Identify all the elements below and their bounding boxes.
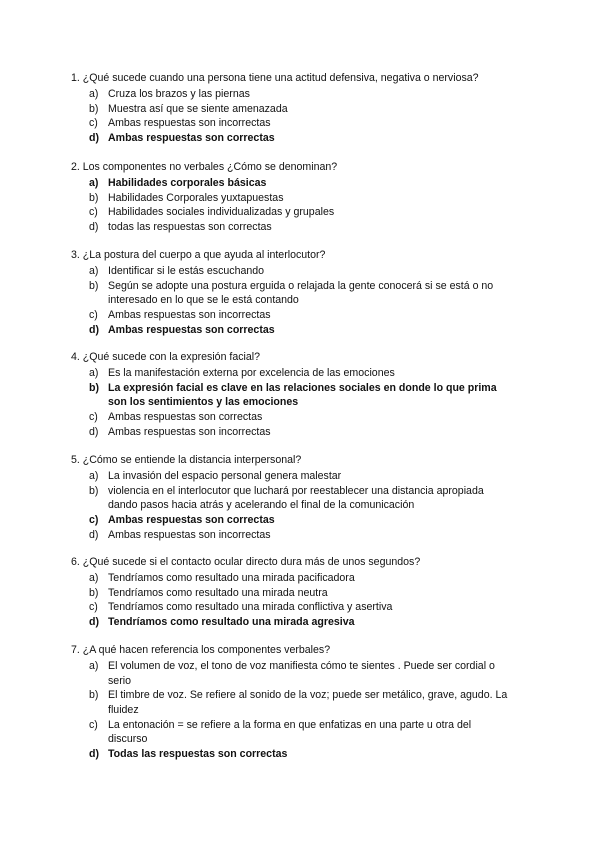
option-text: Ambas respuestas son correctas — [108, 514, 275, 527]
option-text: Habilidades corporales básicas — [108, 177, 267, 189]
question-text: 6. ¿Qué sucede si el contacto ocular directo dura más de unos segundos? — [71, 556, 421, 568]
question-text: 3. ¿La postura del cuerpo a que ayuda al interlocutor? — [71, 249, 326, 261]
option-text: fluidez — [108, 704, 139, 717]
option-text: El volumen de voz, el tono de voz manifiesta cómo te sientes . Puede ser cordial o — [108, 660, 495, 672]
option-letter: c) — [89, 718, 98, 731]
option-letter: b) — [89, 689, 99, 702]
option-text: Ambas respuestas son correctas — [108, 323, 275, 336]
option-text: interesado en lo que se le está contando — [108, 294, 299, 307]
option-letter: b) — [89, 586, 99, 599]
option-text: Muestra así que se siente amenazada — [108, 102, 288, 115]
option-text: Es la manifestación externa por excelencia de las emociones — [108, 367, 395, 379]
option-letter: c) — [89, 309, 98, 322]
option-text: Tendríamos como resultado una mirada agresiva — [108, 616, 355, 629]
option-letter: a) — [89, 660, 99, 672]
question-text: 7. ¿A qué hacen referencia los componentes verbales? — [71, 644, 331, 656]
option-text: todas las respuestas son correctas — [108, 221, 272, 234]
option-letter: d) — [89, 323, 99, 336]
option-text: violencia en el interlocutor que luchará por reestablecer una distancia apropiada — [108, 484, 484, 497]
option-letter: c) — [89, 117, 98, 130]
option-text: El timbre de voz. Se refiere al sonido de la voz; puede ser metálico, grave, agudo. La — [108, 689, 508, 702]
option-letter: d) — [89, 616, 99, 629]
question-text: 2. Los componentes no verbales ¿Cómo se denominan? — [71, 161, 338, 173]
option-text: Habilidades sociales individualizadas y grupales — [108, 206, 335, 219]
option-letter: a) — [89, 265, 99, 277]
option-text: son los sentimientos y las emociones — [108, 396, 299, 409]
option-letter: a) — [89, 572, 99, 584]
option-letter: c) — [89, 206, 98, 219]
option-letter: d) — [89, 221, 99, 234]
option-text: Tendríamos como resultado una mirada conflictiva y asertiva — [108, 601, 393, 614]
option-text: Ambas respuestas son correctas — [108, 132, 275, 145]
option-text: Ambas respuestas son incorrectas — [108, 117, 271, 130]
question-text: 1. ¿Qué sucede cuando una persona tiene una actitud defensiva, negativa o nerviosa? — [71, 72, 479, 84]
option-text: Tendríamos como resultado una mirada pacificadora — [108, 572, 355, 584]
option-letter: b) — [89, 191, 99, 204]
option-letter: a) — [89, 88, 99, 100]
option-letter: b) — [89, 381, 99, 394]
option-text: Todas las respuestas son correctas — [108, 748, 288, 761]
question-text: 4. ¿Qué sucede con la expresión facial? — [71, 351, 261, 363]
option-letter: d) — [89, 748, 99, 761]
option-text: discurso — [108, 733, 148, 746]
question-text: 5. ¿Cómo se entiende la distancia interpersonal? — [71, 454, 302, 466]
option-text: Ambas respuestas son incorrectas — [108, 425, 271, 438]
option-text: Ambas respuestas son correctas — [108, 411, 263, 424]
option-letter: d) — [89, 528, 99, 541]
option-letter: b) — [89, 102, 99, 115]
option-letter: a) — [89, 177, 99, 189]
option-text: Ambas respuestas son incorrectas — [108, 309, 271, 322]
option-text: Según se adopte una postura erguida o relajada la gente conocerá si se está o no — [108, 279, 494, 292]
option-text: Ambas respuestas son incorrectas — [108, 528, 271, 541]
option-text: La expresión facial es clave en las relaciones sociales en donde lo que prima — [108, 381, 497, 394]
option-text: Cruza los brazos y las piernas — [108, 88, 250, 100]
option-letter: c) — [89, 514, 99, 527]
option-letter: a) — [89, 367, 99, 379]
option-letter: c) — [89, 601, 98, 614]
option-letter: d) — [89, 425, 99, 438]
option-letter: c) — [89, 411, 98, 424]
option-letter: b) — [89, 279, 99, 292]
option-letter: a) — [89, 470, 99, 482]
option-text: Habilidades Corporales yuxtapuestas — [108, 191, 284, 204]
option-text: dando pasos hacia atrás y acelerando el final de la comunicación — [108, 499, 415, 512]
option-text: serio — [108, 674, 131, 687]
option-text: La entonación = se refiere a la forma en que enfatizas en una parte u otra del — [108, 718, 472, 731]
option-text: La invasión del espacio personal genera malestar — [108, 470, 342, 482]
option-text: Tendríamos como resultado una mirada neutra — [108, 586, 328, 599]
option-letter: d) — [89, 132, 99, 145]
option-text: Identificar si le estás escuchando — [108, 265, 265, 277]
option-letter: b) — [89, 484, 99, 497]
